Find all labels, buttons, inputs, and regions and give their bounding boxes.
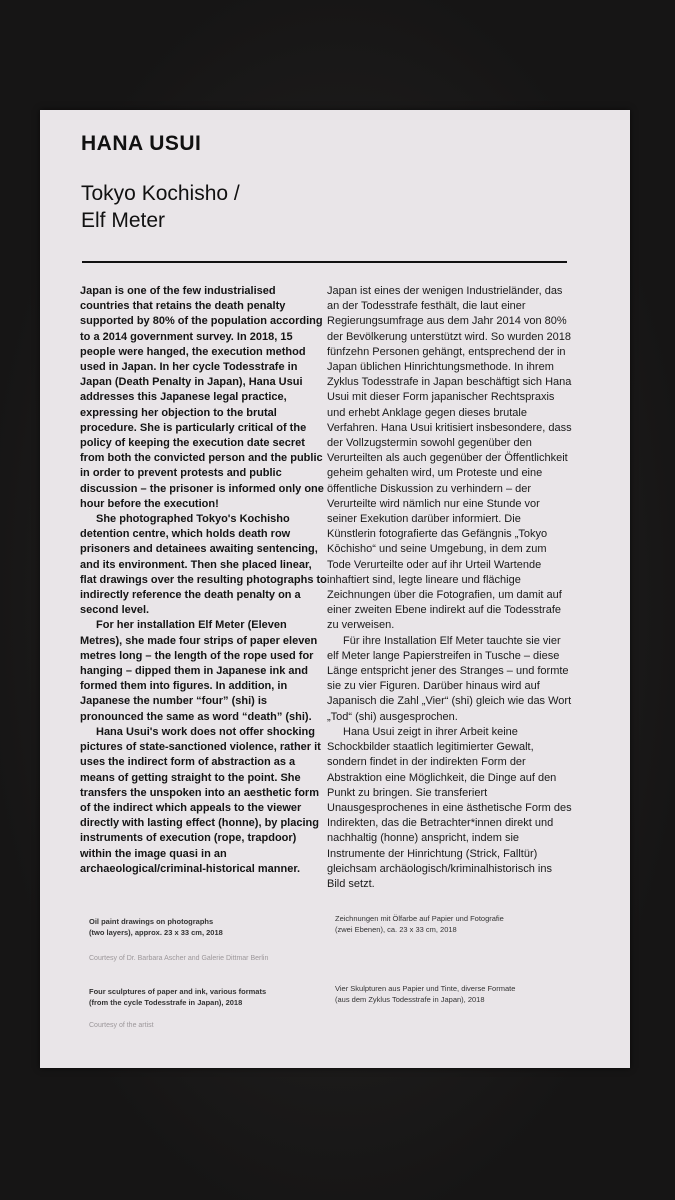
title-line-2: Elf Meter xyxy=(81,209,166,232)
caption-en-sculptures xyxy=(89,986,319,1008)
german-paragraph: Hana Usui zeigt in ihrer Arbeit keine Schockbilder staatlich legitimierter Gewalt, sondern findet in der indirekten Form der Abstraktion eine Möglichkeit, die Dinge auf den Punkt zu bringen. Sie transferiert Unausgesprochenes in eine ästhetische Form des Indirekten, das die Betrachter*innen direkt und nachhaltig (honne) anspricht, indem sie Instrumente der Hinrichtung (Strick, Falltür) gleichsam archäologisch/kriminalhistorisch ins Bild setzt. xyxy=(327,725,572,890)
caption-en-drawings xyxy=(89,916,319,938)
artwork-title xyxy=(81,180,240,234)
caption-line: Vier Skulpturen aus Papier und Tinte, diverse Formate xyxy=(335,984,516,993)
caption-line: Four sculptures of paper and ink, various formats xyxy=(89,987,267,996)
credit-drawings: Courtesy of Dr. Barbara Ascher and Galerie Dittmar Berlin xyxy=(89,955,269,962)
caption-line: (from the cycle Todesstrafe in Japan), 2018 xyxy=(89,998,243,1007)
caption-line: Zeichnungen mit Ölfarbe auf Papier und Fotografie xyxy=(335,914,504,923)
english-paragraph: Japan is one of the few industrialised countries that retains the death penalty supported by 80% of the population according to a 2014 government survey. In 2018, 15 people were hanged, the execution method used in Japan. In her cycle Todesstrafe in Japan (Death Penalty in Japan), Hana Usui addresses this Japanese legal practice, expressing her objection to the brutal procedure. She is particularly critical of the policy of keeping the execution date secret from both the convicted person and the public in order to prevent protests and public discussion – the prisoner is informed only one hour before the execution! xyxy=(80,285,324,510)
caption-line: (two layers), approx. 23 x 33 cm, 2018 xyxy=(89,928,223,937)
english-text-column xyxy=(80,284,328,877)
english-paragraph: For her installation Elf Meter (Eleven Metres), she made four strips of paper eleven metres long – the length of the rope used for hanging – dipped them in Japanese ink and formed them into figures. In addition, in Japanese the number “four” (shi) is pronounced the same as word “death” (shi). xyxy=(80,619,318,723)
english-paragraph: Hana Usui's work does not offer shocking pictures of state-sanctioned violence, rather it uses the indirect form of abstraction as a means of getting straight to the point. She transfers the unspoken into an aesthetic form of the indirect which appeals to the viewer directly with lasting effect (honne), by placing instruments of execution (rope, trapdoor) within the image quasi in an archaeological/criminal-historical manner. xyxy=(80,725,321,875)
title-line-1: Tokyo Kochisho / xyxy=(81,182,240,205)
german-paragraph: Für ihre Installation Elf Meter tauchte sie vier elf Meter lange Papierstreifen in Tusche – diese Länge entspricht jener des Stranges – und formte sie zu vier Figuren. Darüber hinaus wird auf Japanisch die Zahl „Vier“ (shi) gleich wie das Wort „Tod“ (shi) ausgesprochen. xyxy=(327,634,572,723)
caption-line: (zwei Ebenen), ca. 23 x 33 cm, 2018 xyxy=(335,925,457,934)
german-text-column xyxy=(327,284,572,892)
caption-de-sculptures xyxy=(335,983,575,1005)
artist-name: HANA USUI xyxy=(81,132,202,155)
english-paragraph: She photographed Tokyo's Kochisho detention centre, which holds death row prisoners and detainees awaiting sentencing, and its environment. Then she placed linear, flat drawings over the resulting photographs to indirectly reference the death penalty on a second level. xyxy=(80,513,327,617)
caption-line: Oil paint drawings on photographs xyxy=(89,917,214,926)
title-divider xyxy=(82,261,567,263)
credit-sculptures: Courtesy of the artist xyxy=(89,1022,154,1029)
caption-line: (aus dem Zyklus Todesstrafe in Japan), 2018 xyxy=(335,995,485,1004)
wall-label-panel xyxy=(40,110,630,1068)
caption-de-drawings xyxy=(335,913,575,935)
german-paragraph: Japan ist eines der wenigen Industrieländer, das an der Todesstrafe festhält, die laut einer Regierungsumfrage aus dem Jahr 2014 von 80% der Bevölkerung unterstützt wird. So wurden 2018 fünfzehn Personen gehängt, entsprechend der in Japan üblichen Hinrichtungsmethode. In ihrem Zyklus Todesstrafe in Japan beschäftigt sich Hana Usui mit dieser Form japanischer Rechtspraxis und erhebt Anklage gegen dieses brutale Verfahren. Hana Usui kritisiert insbesondere, dass der Vollzugstermin sowohl gegenüber den Verurteilten als auch gegenüber der Öffentlichkeit geheim gehalten wird, um Proteste und eine öffentliche Diskussion zu verhindern – der Verurteilte wird nämlich nur eine Stunde vor seiner Exekution darüber informiert. Die Künstlerin fotografierte das Gefängnis „Tokyo Kōchisho“ und seine Umgebung, in dem zum Tode Verurteilte oder auf ihr Urteil Wartende inhaftiert sind, legte lineare und flächige Zeichnungen über die Fotografien, um damit auf einer zweiten Ebene indirekt auf die Todesstrafe zu verweisen. xyxy=(327,285,572,632)
